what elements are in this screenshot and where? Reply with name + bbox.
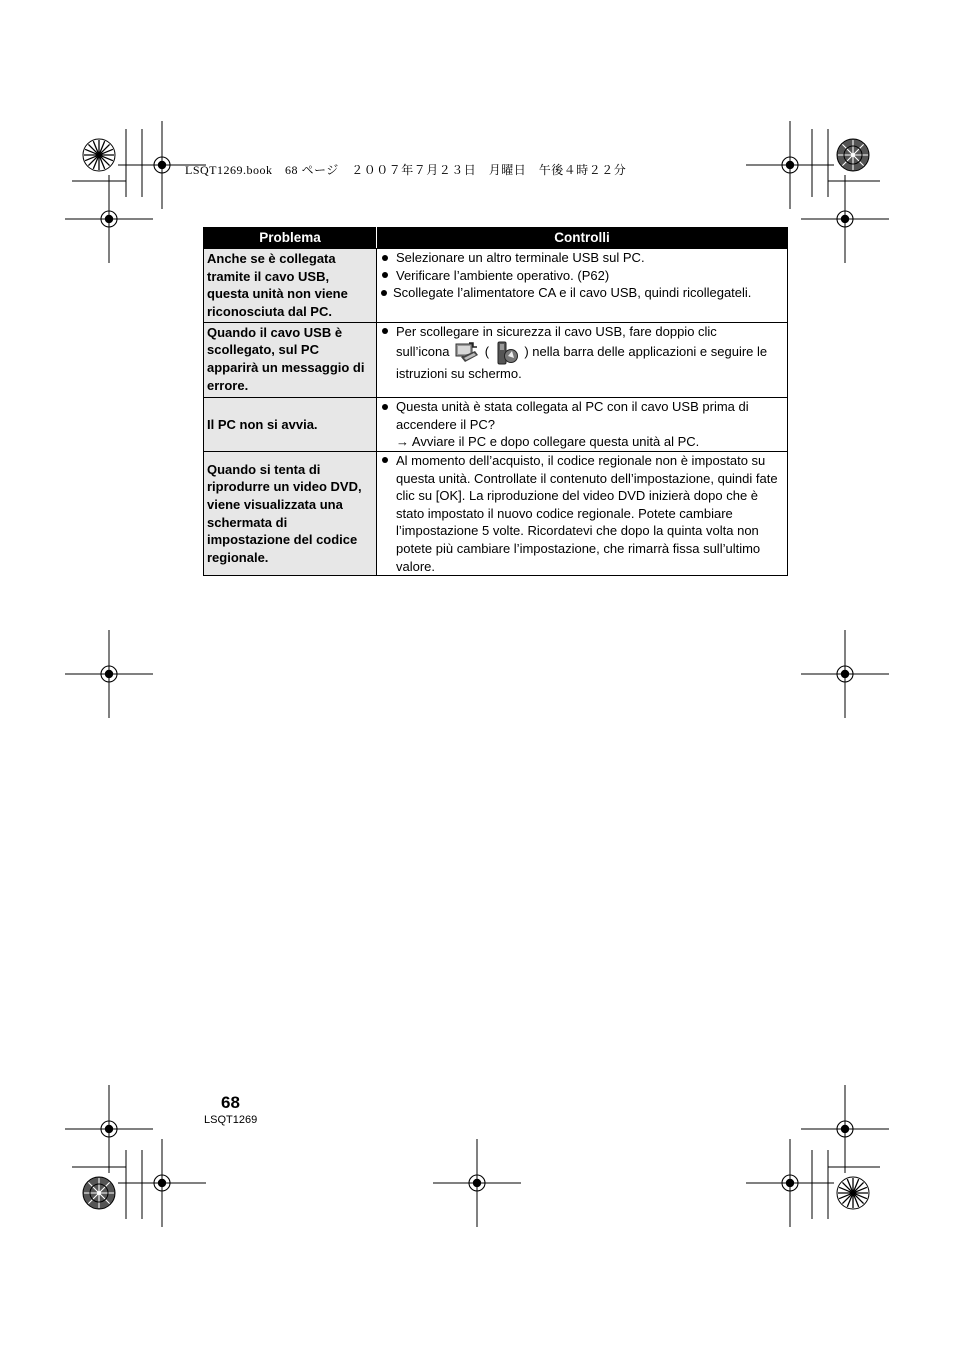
list-item: Per scollegare in sicurezza il cavo USB, fare doppio clic sull’icona ( ) nella barra delle applicazioni e seguire le istruzioni su schermo. — [381, 323, 783, 383]
checks-cell — [377, 398, 788, 452]
page-number: 68 — [221, 1093, 240, 1112]
problem-cell: Anche se è collegata tramite il cavo USB, questa unità non viene riconosciuta dal PC. — [204, 249, 377, 323]
troubleshooting-table — [203, 227, 788, 576]
bullet — [382, 404, 388, 410]
problem-cell: Quando il cavo USB è scollegato, sul PC apparirà un messaggio di errore. — [204, 322, 377, 397]
registration-cross — [118, 1139, 206, 1227]
registration-cross — [65, 175, 153, 263]
table-row — [204, 451, 788, 575]
table-header-row — [204, 228, 788, 249]
list-item: Scollegate l’alimentatore CA e il cavo USB, quindi ricollegateli. — [381, 284, 783, 302]
bullet — [381, 290, 387, 296]
eject-device-icon — [495, 341, 519, 365]
checks-cell — [377, 451, 788, 575]
registration-cross — [801, 630, 889, 718]
model-code: LSQT1269 — [204, 1114, 258, 1126]
registration-cross — [65, 1085, 153, 1173]
registration-cross — [801, 1085, 889, 1173]
bullet — [382, 457, 388, 463]
registration-star-top-right — [837, 139, 869, 171]
registration-cross — [746, 1139, 834, 1227]
bullet — [382, 272, 388, 278]
checks-cell — [377, 322, 788, 397]
table-row — [204, 249, 788, 323]
safely-remove-hardware-icon — [455, 341, 479, 365]
checks-list — [381, 398, 783, 433]
checks-list — [381, 452, 783, 575]
registration-cross — [433, 1139, 521, 1227]
bullet — [382, 255, 388, 261]
registration-star-top-left — [83, 139, 115, 171]
registration-cross — [801, 175, 889, 263]
column-header-checks: Controlli — [377, 228, 788, 249]
registration-star-bottom-right — [837, 1177, 869, 1209]
list-item: Al momento dell’acquisto, il codice regionale non è impostato su questa unità. Controllate il contenuto dell’impostazione, quindi fate clic su [OK]. La riproduzione del video DVD inizierà dopo che è stato impostato il nuovo codice regionale. Potete cambiare l’impostazione 5 volte. Ricordatevi che dopo la quinta volta non potete più cambiare l’impostazione, che rimarrà fissa sull’ultimo valore. — [381, 452, 783, 575]
bullet — [382, 328, 388, 334]
print-slug: LSQT1269.book 68 ページ ２００７年７月２３日 月曜日 午後４時２２分 — [185, 163, 627, 177]
problem-cell: Il PC non si avvia. — [204, 398, 377, 452]
table-row — [204, 398, 788, 452]
result-line: → Avviare il PC e dopo collegare questa unità al PC. — [396, 434, 700, 450]
checks-cell — [377, 249, 788, 323]
arrow-icon: → — [396, 434, 409, 450]
list-item: Questa unità è stata collegata al PC con il cavo USB prima di accendere il PC? — [381, 398, 783, 433]
checks-list — [381, 249, 783, 302]
column-header-problem: Problema — [204, 228, 377, 249]
registration-cross — [65, 630, 153, 718]
registration-star-bottom-left — [83, 1177, 115, 1209]
list-item: Verificare l’ambiente operativo. (P62) — [381, 267, 783, 285]
problem-cell: Quando si tenta di riprodurre un video DVD, viene visualizzata una schermata di impostazione del codice regionale. — [204, 451, 377, 575]
list-item: Selezionare un altro terminale USB sul PC. — [381, 249, 783, 267]
table-row — [204, 322, 788, 397]
checks-list — [381, 323, 783, 383]
registration-cross — [746, 121, 834, 209]
